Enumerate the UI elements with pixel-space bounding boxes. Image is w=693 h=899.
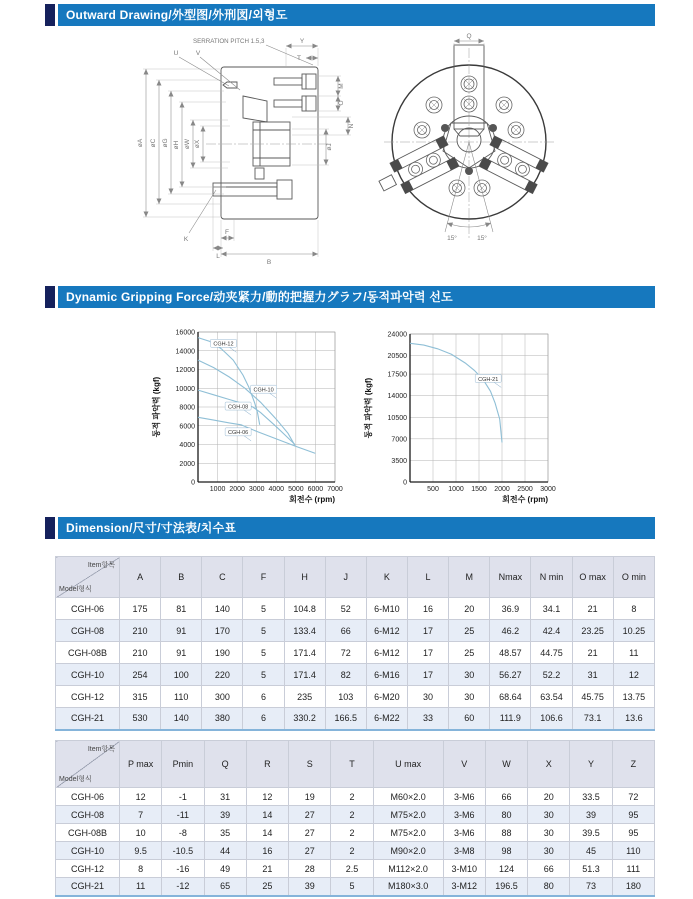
table-cell: 210 [120, 642, 161, 664]
dim-label-f: F [225, 229, 229, 236]
table-cell: 91 [161, 620, 202, 642]
row-model-cell: CGH-12 [56, 860, 120, 878]
table-cell: 21 [572, 642, 613, 664]
column-header: V [443, 741, 485, 788]
row-model-cell: CGH-21 [56, 708, 120, 730]
x-tick-label: 1500 [471, 486, 487, 493]
corner-item-label: Item항목 [87, 562, 115, 569]
dim-label-m: M [338, 83, 345, 89]
column-header: Nmax [490, 557, 531, 598]
table-cell: 380 [202, 708, 243, 730]
table-cell: 20 [528, 788, 570, 806]
table-cell: 14 [246, 824, 288, 842]
y-tick-label: 20500 [387, 353, 407, 361]
table-cell: 13.75 [613, 686, 654, 708]
table-cell: 25 [246, 878, 288, 896]
column-header: S [289, 741, 331, 788]
section-title-dimension: Dimension/尺寸/寸法表/치수표 [58, 517, 655, 539]
x-tick-label: 3000 [248, 486, 265, 493]
table-cell: M90×2.0 [373, 842, 443, 860]
table-cell: -16 [162, 860, 204, 878]
table-cell: 27 [289, 824, 331, 842]
y-tick-label: 4000 [179, 442, 195, 449]
table-cell: 6 [243, 708, 284, 730]
table-cell: 31 [572, 664, 613, 686]
table-cell: 6-M12 [366, 620, 407, 642]
table-cell: 36.9 [490, 598, 531, 620]
x-tick-label: 6000 [307, 486, 324, 493]
table-cell: 111.9 [490, 708, 531, 730]
series-label: CGH-06 [228, 430, 249, 437]
table-cell: 175 [120, 598, 161, 620]
table-cell: 23.25 [572, 620, 613, 642]
table-row [56, 842, 655, 860]
table-cell: 11 [120, 878, 162, 896]
x-tick-label: 2500 [517, 486, 533, 493]
column-header: Z [612, 741, 654, 788]
table-cell: 8 [120, 860, 162, 878]
table-cell: 28 [289, 860, 331, 878]
diameter-dimensions [137, 69, 230, 217]
series-label: CGH-08 [228, 404, 249, 411]
series-label: CGH-10 [253, 387, 274, 394]
table-cell: -12 [162, 878, 204, 896]
series-curve-CGH-08 [198, 387, 295, 444]
table-cell: M75×2.0 [373, 806, 443, 824]
table-cell: 3-M6 [443, 806, 485, 824]
table-cell: 72 [612, 788, 654, 806]
table-cell: 171.4 [284, 664, 325, 686]
column-header: F [243, 557, 284, 598]
column-header: J [325, 557, 366, 598]
table-row [56, 860, 655, 878]
table-cell: 91 [161, 642, 202, 664]
table-cell: 6-M22 [366, 708, 407, 730]
row-model-cell: CGH-10 [56, 664, 120, 686]
y-tick-label: 0 [403, 479, 407, 487]
column-header: X [528, 741, 570, 788]
y-tick-label: 12000 [175, 367, 195, 374]
column-header: Y [570, 741, 612, 788]
table-cell: 180 [612, 878, 654, 896]
corner-item-label: Item항목 [87, 746, 115, 753]
table-cell: 110 [612, 842, 654, 860]
table-cell: 10 [120, 824, 162, 842]
dim-label-og: øG [162, 138, 169, 148]
row-model-cell: CGH-08B [56, 642, 120, 664]
column-header: K [366, 557, 407, 598]
column-header: R [246, 741, 288, 788]
table-cell: 210 [120, 620, 161, 642]
table-cell: 12 [613, 664, 654, 686]
table-cell: -10.5 [162, 842, 204, 860]
table-header-row [56, 741, 655, 788]
table-row [56, 878, 655, 896]
table-cell: 2 [331, 806, 373, 824]
table-cell: 88 [485, 824, 527, 842]
dim-label-oc: øC [150, 138, 157, 148]
table-cell: 30 [407, 686, 448, 708]
table-cell: 10.25 [613, 620, 654, 642]
y-tick-label: 14000 [387, 393, 407, 401]
table-corner-cell [56, 741, 120, 788]
section-header-dimension [45, 517, 655, 539]
row-model-cell: CGH-06 [56, 788, 120, 806]
dim-label-ow: øW [184, 138, 191, 150]
y-tick-label: 0 [191, 479, 195, 487]
table-row [56, 824, 655, 842]
table-cell: -11 [162, 806, 204, 824]
table-cell: 27 [289, 806, 331, 824]
table-cell: 72 [325, 642, 366, 664]
table-cell: 68.64 [490, 686, 531, 708]
y-tick-label: 14000 [175, 348, 195, 356]
table-cell: 111 [612, 860, 654, 878]
table-cell: 2 [331, 824, 373, 842]
table-cell: 21 [246, 860, 288, 878]
table-cell: 12 [246, 788, 288, 806]
y-axis-title: 동적 파악력 (kgf) [152, 376, 161, 438]
x-axis-title: 회전수 (rpm) [289, 495, 335, 504]
x-tick-label: 1000 [209, 486, 226, 493]
y-tick-label: 16000 [175, 329, 195, 337]
table-cell: 20 [449, 598, 490, 620]
table-cell: 17 [407, 642, 448, 664]
table-cell: 170 [202, 620, 243, 642]
table-cell: 315 [120, 686, 161, 708]
y-tick-label: 24000 [387, 331, 407, 339]
table-cell: 110 [161, 686, 202, 708]
table-row [56, 642, 655, 664]
table-cell: 300 [202, 686, 243, 708]
dimension-table-2 [55, 740, 655, 897]
dim-label-oh: øH [173, 140, 180, 150]
table-cell: 106.6 [531, 708, 572, 730]
table-cell: 30 [528, 824, 570, 842]
table-cell: 166.5 [325, 708, 366, 730]
row-model-cell: CGH-08 [56, 620, 120, 642]
dim-label-y: Y [299, 38, 305, 45]
table-cell: 27 [289, 842, 331, 860]
table-cell: 30 [528, 842, 570, 860]
dimension-table-1 [55, 556, 655, 731]
table-cell: 2.5 [331, 860, 373, 878]
y-tick-label: 10000 [175, 385, 195, 393]
column-header: O max [572, 557, 613, 598]
dim-label-oj: øJ [326, 143, 333, 151]
table-cell: 60 [449, 708, 490, 730]
table-cell: 25 [449, 642, 490, 664]
table-cell: 51.3 [570, 860, 612, 878]
series-label: CGH-21 [478, 376, 499, 383]
dim-label-l: L [216, 253, 220, 260]
dim-label-o: O [338, 100, 345, 106]
row-model-cell: CGH-10 [56, 842, 120, 860]
left-jaw-slide [374, 136, 459, 202]
dim-label-n: N [348, 123, 355, 129]
table-cell: 44 [204, 842, 246, 860]
column-header: W [485, 741, 527, 788]
table-cell: 14 [246, 806, 288, 824]
y-tick-label: 2000 [179, 460, 195, 468]
table-cell: M112×2.0 [373, 860, 443, 878]
table-cell: 17 [407, 664, 448, 686]
table-cell: 12 [120, 788, 162, 806]
table-cell: 11 [613, 642, 654, 664]
table-cell: 48.57 [490, 642, 531, 664]
section-title-dynamic: Dynamic Gripping Force/动夹紧力/動的把握力グラフ/동적파악력 선도 [58, 286, 655, 308]
column-header: C [202, 557, 243, 598]
table-cell: 56.27 [490, 664, 531, 686]
table-cell: M60×2.0 [373, 788, 443, 806]
dim-label-k: K [183, 236, 189, 243]
table-cell: 3-M6 [443, 824, 485, 842]
table-cell: 104.8 [284, 598, 325, 620]
table-cell: 52 [325, 598, 366, 620]
table-cell: 42.4 [531, 620, 572, 642]
table-cell: 3-M8 [443, 842, 485, 860]
table-cell: 530 [120, 708, 161, 730]
row-model-cell: CGH-08 [56, 806, 120, 824]
table-cell: 6-M10 [366, 598, 407, 620]
table-cell: -8 [162, 824, 204, 842]
table-cell: 73.1 [572, 708, 613, 730]
chuck-body-section [213, 67, 318, 219]
table-row [56, 598, 655, 620]
table-cell: 39 [570, 806, 612, 824]
linear-dimensions [174, 38, 355, 266]
table-row [56, 708, 655, 730]
dim-label-u: U [173, 50, 179, 57]
column-header: T [331, 741, 373, 788]
dim-label-q: Q [466, 33, 472, 40]
table-cell: M75×2.0 [373, 824, 443, 842]
table-cell: 254 [120, 664, 161, 686]
gripping-force-chart-right [362, 321, 558, 507]
section-header-outward-drawing [45, 4, 655, 26]
table-cell: 80 [528, 878, 570, 896]
table-cell: 133.4 [284, 620, 325, 642]
table-cell: 3-M6 [443, 788, 485, 806]
table-cell: 9.5 [120, 842, 162, 860]
table-cell: 31 [204, 788, 246, 806]
x-axis-title: 회전수 (rpm) [502, 495, 548, 504]
dim-label-v: V [195, 50, 201, 57]
table-cell: 5 [243, 620, 284, 642]
column-header: M [449, 557, 490, 598]
header-accent-block [45, 286, 55, 308]
top-jaw [454, 45, 484, 136]
table-cell: 95 [612, 824, 654, 842]
table-cell: 45 [570, 842, 612, 860]
x-tick-label: 3000 [540, 486, 556, 493]
table-cell: 103 [325, 686, 366, 708]
dim-label-oa: øA [137, 138, 144, 148]
column-header: N min [531, 557, 572, 598]
angle-label-left: 15° [447, 235, 457, 242]
table-cell: 6-M12 [366, 642, 407, 664]
table-cell: 21 [572, 598, 613, 620]
table-cell: 8 [613, 598, 654, 620]
angle-label-right: 15° [477, 235, 487, 242]
dim-label-ox: øX [194, 139, 201, 149]
table-cell: 52.2 [531, 664, 572, 686]
table-cell: 6-M16 [366, 664, 407, 686]
table-cell: -1 [162, 788, 204, 806]
column-header: P max [120, 741, 162, 788]
column-header: A [120, 557, 161, 598]
table-cell: 140 [161, 708, 202, 730]
table-cell: 17 [407, 620, 448, 642]
table-cell: 49 [204, 860, 246, 878]
x-tick-label: 2000 [229, 486, 245, 493]
row-model-cell: CGH-21 [56, 878, 120, 896]
table-cell: 5 [243, 642, 284, 664]
table-cell: 5 [243, 664, 284, 686]
column-header: U max [373, 741, 443, 788]
x-tick-label: 500 [427, 486, 439, 493]
header-accent-block [45, 517, 55, 539]
table-cell: 30 [449, 686, 490, 708]
table-cell: 140 [202, 598, 243, 620]
table-cell: 35 [204, 824, 246, 842]
table-cell: 39 [289, 878, 331, 896]
x-tick-label: 4000 [268, 486, 285, 493]
gripping-force-chart-left [150, 321, 346, 507]
table-cell: 2 [331, 842, 373, 860]
table-row [56, 686, 655, 708]
table-cell: 33 [407, 708, 448, 730]
x-tick-label: 2000 [494, 486, 510, 493]
column-header: Pmin [162, 741, 204, 788]
row-model-cell: CGH-12 [56, 686, 120, 708]
x-tick-label: 7000 [327, 486, 343, 493]
table-cell: 5 [243, 598, 284, 620]
table-cell: 66 [325, 620, 366, 642]
y-tick-label: 6000 [179, 423, 195, 431]
y-tick-label: 3500 [391, 457, 407, 465]
table-cell: 196.5 [485, 878, 527, 896]
table-cell: 34.1 [531, 598, 572, 620]
table-cell: 13.6 [613, 708, 654, 730]
table-cell: 220 [202, 664, 243, 686]
table-cell: 44.75 [531, 642, 572, 664]
table-cell: 66 [485, 788, 527, 806]
table-cell: 33.5 [570, 788, 612, 806]
section-title-outward: Outward Drawing/外型图/外刑図/외형도 [58, 4, 655, 26]
table-cell: M180×3.0 [373, 878, 443, 896]
table-cell: 171.4 [284, 642, 325, 664]
table-cell: 3-M10 [443, 860, 485, 878]
column-header: O min [613, 557, 654, 598]
table-cell: 7 [120, 806, 162, 824]
table-cell: 25 [449, 620, 490, 642]
row-model-cell: CGH-08B [56, 824, 120, 842]
y-axis-title: 동적 파악력 (kgf) [364, 377, 373, 439]
table-cell: 82 [325, 664, 366, 686]
column-header: B [161, 557, 202, 598]
table-cell: 330.2 [284, 708, 325, 730]
table-cell: 6 [243, 686, 284, 708]
serration-note: SERRATION PITCH 1.5,3 [193, 38, 265, 45]
header-accent-block [45, 4, 55, 26]
table-cell: 98 [485, 842, 527, 860]
section-header-dynamic-gripping-force [45, 286, 655, 308]
table-cell: 95 [612, 806, 654, 824]
table-cell: 73 [570, 878, 612, 896]
column-header: H [284, 557, 325, 598]
table-cell: 124 [485, 860, 527, 878]
table-row [56, 806, 655, 824]
x-tick-label: 5000 [288, 486, 304, 493]
column-header: L [407, 557, 448, 598]
row-model-cell: CGH-06 [56, 598, 120, 620]
table-cell: 30 [528, 806, 570, 824]
table-corner-cell [56, 557, 120, 598]
table-cell: 2 [331, 788, 373, 806]
y-tick-label: 8000 [179, 404, 195, 412]
table-cell: 190 [202, 642, 243, 664]
table-cell: 19 [289, 788, 331, 806]
series-label: CGH-12 [213, 341, 234, 348]
table-cell: 46.2 [490, 620, 531, 642]
x-tick-label: 1000 [448, 486, 464, 493]
corner-model-label: Model형식 [59, 776, 92, 783]
y-tick-label: 7000 [391, 436, 407, 444]
table-header-row [56, 557, 655, 598]
table-cell: 100 [161, 664, 202, 686]
table-cell: 39 [204, 806, 246, 824]
table-cell: 5 [331, 878, 373, 896]
table-cell: 63.54 [531, 686, 572, 708]
y-tick-label: 10500 [387, 414, 407, 422]
dim-label-b: B [266, 259, 272, 266]
outward-drawing-side-view [116, 32, 381, 272]
column-header: Q [204, 741, 246, 788]
table-cell: 80 [485, 806, 527, 824]
y-tick-label: 17500 [387, 371, 407, 379]
table-cell: 81 [161, 598, 202, 620]
table-cell: 45.75 [572, 686, 613, 708]
table-cell: 6-M20 [366, 686, 407, 708]
table-cell: 65 [204, 878, 246, 896]
table-cell: 3-M12 [443, 878, 485, 896]
table-cell: 16 [246, 842, 288, 860]
dim-label-t: T [297, 55, 301, 62]
table-cell: 235 [284, 686, 325, 708]
table-cell: 16 [407, 598, 448, 620]
table-row [56, 664, 655, 686]
corner-model-label: Model형식 [59, 586, 92, 593]
table-row [56, 620, 655, 642]
outward-drawing-front-view [374, 32, 639, 272]
table-row [56, 788, 655, 806]
table-cell: 39.5 [570, 824, 612, 842]
table-cell: 66 [528, 860, 570, 878]
table-cell: 30 [449, 664, 490, 686]
